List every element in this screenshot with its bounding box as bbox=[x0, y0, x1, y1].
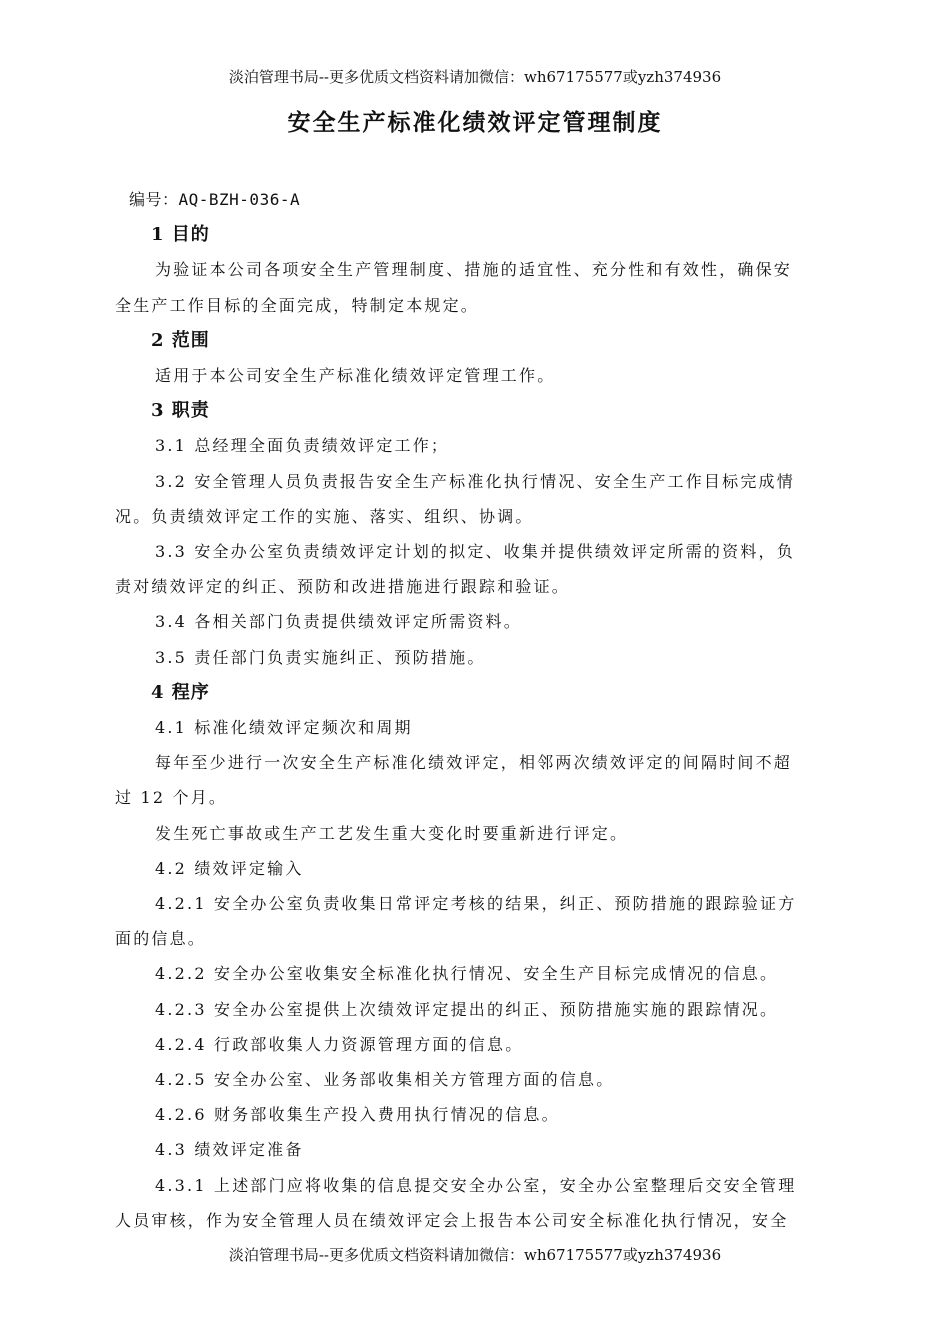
paragraph-line: 适用于本公司安全生产标准化绩效评定管理工作。 bbox=[155, 366, 556, 386]
paragraph-line: 况。负责绩效评定工作的实施、落实、组织、协调。 bbox=[115, 506, 534, 526]
paragraph-line: 4.2.5 安全办公室、业务部收集相关方管理方面的信息。 bbox=[155, 1070, 615, 1090]
paragraph-line: 3.5 责任部门负责实施纠正、预防措施。 bbox=[155, 647, 486, 667]
section-heading-purpose: 1 目的 bbox=[151, 224, 210, 246]
paragraph-line: 3.4 各相关部门负责提供绩效评定所需资料。 bbox=[155, 612, 522, 632]
paragraph-line: 全生产工作目标的全面完成，特制定本规定。 bbox=[115, 295, 480, 315]
section-heading-scope: 2 范围 bbox=[151, 329, 210, 351]
paragraph-line: 面的信息。 bbox=[115, 929, 207, 949]
paragraph-line: 每年至少进行一次安全生产标准化绩效评定，相邻两次绩效评定的间隔时间不超 bbox=[155, 753, 793, 773]
paragraph-line: 人员审核，作为安全管理人员在绩效评定会上报告本公司安全标准化执行情况，安全 bbox=[115, 1210, 789, 1230]
paragraph-line: 3.3 安全办公室负责绩效评定计划的拟定、收集并提供绩效评定所需的资料，负 bbox=[155, 542, 795, 562]
paragraph-line: 4.2.6 财务部收集生产投入费用执行情况的信息。 bbox=[155, 1105, 560, 1125]
section-heading-procedure: 4 程序 bbox=[151, 681, 210, 703]
paragraph-line: 4.3.1 上述部门应将收集的信息提交安全办公室，安全办公室整理后交安全管理 bbox=[155, 1175, 797, 1195]
page-footer: 淡泊管理书局--更多优质文档资料请加微信：wh67175577或yzh374936 bbox=[228, 1246, 722, 1264]
paragraph-line: 责对绩效评定的纠正、预防和改进措施进行跟踪和验证。 bbox=[115, 577, 571, 597]
document-code: 编号：AQ-BZH-036-A bbox=[129, 190, 301, 209]
paragraph-line: 4.2.2 安全办公室收集安全标准化执行情况、安全生产目标完成情况的信息。 bbox=[155, 964, 779, 984]
paragraph-line: 4.2.1 安全办公室负责收集日常评定考核的结果，纠正、预防措施的跟踪验证方 bbox=[155, 894, 797, 914]
paragraph-line: 3.2 安全管理人员负责报告安全生产标准化执行情况、安全生产工作目标完成情 bbox=[155, 471, 795, 491]
subsection-heading: 4.2 绩效评定输入 bbox=[155, 858, 304, 878]
document-title: 安全生产标准化绩效评定管理制度 bbox=[287, 109, 663, 136]
paragraph-line: 4.2.4 行政部收集人力资源管理方面的信息。 bbox=[155, 1034, 524, 1054]
paragraph-line: 发生死亡事故或生产工艺发生重大变化时要重新进行评定。 bbox=[155, 823, 629, 843]
paragraph-line: 过 12 个月。 bbox=[115, 788, 228, 808]
subsection-heading: 4.3 绩效评定准备 bbox=[155, 1140, 304, 1160]
paragraph-line: 为验证本公司各项安全生产管理制度、措施的适宜性、充分性和有效性，确保安 bbox=[155, 260, 793, 280]
subsection-heading: 4.1 标准化绩效评定频次和周期 bbox=[155, 718, 413, 738]
section-heading-duties: 3 职责 bbox=[151, 400, 210, 422]
paragraph-line: 3.1 总经理全面负责绩效评定工作； bbox=[155, 436, 450, 456]
document-body bbox=[115, 182, 831, 1238]
paragraph-line: 4.2.3 安全办公室提供上次绩效评定提出的纠正、预防措施实施的跟踪情况。 bbox=[155, 999, 779, 1019]
page-header: 淡泊管理书局--更多优质文档资料请加微信：wh67175577或yzh374936 bbox=[228, 68, 722, 86]
